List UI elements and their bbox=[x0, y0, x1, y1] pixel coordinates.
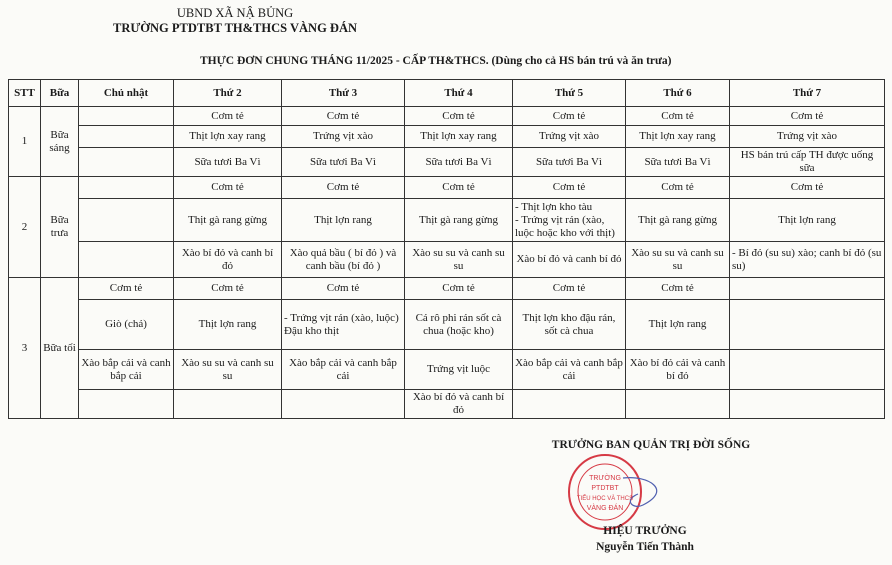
menu-cell: Sữa tươi Ba Vì bbox=[513, 148, 626, 177]
stamp-line-2: PTDTBT bbox=[591, 485, 619, 492]
column-header: Bữa bbox=[41, 80, 79, 107]
stt-cell: 2 bbox=[9, 177, 41, 278]
meal-cell: Bữa tối bbox=[41, 278, 79, 419]
menu-cell bbox=[79, 199, 174, 242]
menu-cell: Thịt lợn kho đậu rán, sốt cà chua bbox=[513, 300, 626, 350]
signature-role: HIỆU TRƯỞNG bbox=[603, 525, 687, 537]
document-title: THỰC ĐƠN CHUNG THÁNG 11/2025 - CẤP TH&THCS. (Dùng cho cả HS bán trú và ăn trưa) bbox=[200, 55, 672, 67]
menu-cell: Xào bí đỏ và canh bí đỏ bbox=[174, 242, 282, 278]
menu-cell: Giò (chả) bbox=[79, 300, 174, 350]
table-row bbox=[9, 177, 885, 199]
menu-cell: Cơm tẻ bbox=[626, 278, 730, 300]
document-header bbox=[0, 6, 470, 36]
menu-cell: Sữa tươi Ba Vì bbox=[174, 148, 282, 177]
menu-cell bbox=[730, 278, 885, 300]
menu-cell bbox=[513, 390, 626, 419]
column-header: Thứ 5 bbox=[513, 80, 626, 107]
stamp-line-3: TIỂU HỌC VÀ THCS bbox=[576, 496, 634, 502]
menu-cell: Sữa tươi Ba Vì bbox=[282, 148, 405, 177]
authority-name: UBND XÃ NẬ BỦNG bbox=[176, 6, 294, 20]
menu-cell: Sữa tươi Ba Vì bbox=[405, 148, 513, 177]
menu-cell bbox=[174, 390, 282, 419]
menu-cell: Xào bí đỏ và canh bí đỏ bbox=[513, 242, 626, 278]
column-header: STT bbox=[9, 80, 41, 107]
table-row bbox=[9, 278, 885, 300]
menu-cell: Xào bắp cải và canh bắp cải bbox=[79, 350, 174, 390]
table-row bbox=[9, 242, 885, 278]
menu-cell bbox=[79, 126, 174, 148]
stt-cell: 1 bbox=[9, 107, 41, 177]
table-row bbox=[9, 148, 885, 177]
menu-cell: Xào su su và canh su su bbox=[174, 350, 282, 390]
menu-cell: - Trứng vịt rán (xào, luộc) Đậu kho thịt bbox=[282, 300, 405, 350]
menu-cell: Trứng vịt xào bbox=[730, 126, 885, 148]
menu-cell: Cơm tẻ bbox=[405, 107, 513, 126]
menu-cell: Cơm tẻ bbox=[174, 177, 282, 199]
menu-cell: Thịt gà rang gừng bbox=[626, 199, 730, 242]
menu-cell: Sữa tươi Ba Vì bbox=[626, 148, 730, 177]
menu-cell bbox=[79, 148, 174, 177]
menu-cell: Thịt lợn rang bbox=[282, 199, 405, 242]
menu-cell: Xào bí đỏ cải và canh bí đỏ bbox=[626, 350, 730, 390]
menu-cell: Cơm tẻ bbox=[626, 177, 730, 199]
menu-cell: Cơm tẻ bbox=[626, 107, 730, 126]
menu-cell: Cơm tẻ bbox=[513, 177, 626, 199]
column-header: Thứ 6 bbox=[626, 80, 730, 107]
menu-cell bbox=[79, 242, 174, 278]
table-row bbox=[9, 199, 885, 242]
header-row bbox=[9, 80, 885, 107]
menu-cell: Trứng vịt luộc bbox=[405, 350, 513, 390]
meal-cell: Bữa sáng bbox=[41, 107, 79, 177]
menu-cell: Xào bắp cải và canh bắp cải bbox=[513, 350, 626, 390]
column-header: Thứ 7 bbox=[730, 80, 885, 107]
menu-cell bbox=[79, 390, 174, 419]
signature-name: Nguyễn Tiến Thành bbox=[596, 541, 694, 553]
menu-cell: Thịt lợn rang bbox=[174, 300, 282, 350]
stamp-line-4: VÀNG ĐÁN bbox=[586, 505, 624, 512]
menu-cell: Thịt gà rang gừng bbox=[174, 199, 282, 242]
menu-cell: Cơm tẻ bbox=[730, 177, 885, 199]
menu-cell bbox=[626, 390, 730, 419]
column-header: Thứ 2 bbox=[174, 80, 282, 107]
menu-cell: Cơm tẻ bbox=[282, 177, 405, 199]
menu-cell: Cơm tẻ bbox=[282, 278, 405, 300]
menu-cell bbox=[282, 390, 405, 419]
school-name: TRƯỜNG PTDTBT TH&THCS VÀNG ĐÁN bbox=[112, 21, 358, 35]
table-row bbox=[9, 390, 885, 419]
menu-cell: - Bí đỏ (su su) xào; canh bí đỏ (su su) bbox=[730, 242, 885, 278]
table-row bbox=[9, 350, 885, 390]
menu-cell: Cơm tẻ bbox=[174, 107, 282, 126]
menu-table bbox=[8, 79, 885, 419]
menu-cell: Thịt gà rang gừng bbox=[405, 199, 513, 242]
menu-cell: Thịt lợn rang bbox=[730, 199, 885, 242]
menu-cell: Xào su su và canh su su bbox=[405, 242, 513, 278]
menu-cell bbox=[730, 300, 885, 350]
menu-cell: Cơm tẻ bbox=[730, 107, 885, 126]
menu-cell: Trứng vịt xào bbox=[282, 126, 405, 148]
table-row bbox=[9, 126, 885, 148]
menu-cell: Xào su su và canh su su bbox=[626, 242, 730, 278]
menu-cell: Xào quả bầu ( bí đỏ ) và canh bầu (bí đỏ ) bbox=[282, 242, 405, 278]
menu-cell bbox=[79, 177, 174, 199]
meal-cell: Bữa trưa bbox=[41, 177, 79, 278]
menu-cell: Cơm tẻ bbox=[513, 278, 626, 300]
column-header: Thứ 3 bbox=[282, 80, 405, 107]
menu-cell: - Thịt lợn kho tàu - Trứng vịt rán (xào, luộc hoặc kho với thịt) bbox=[513, 199, 626, 242]
menu-cell: Cơm tẻ bbox=[405, 278, 513, 300]
menu-cell: Xào bắp cải và canh bắp cải bbox=[282, 350, 405, 390]
menu-cell: Thịt lợn xay rang bbox=[626, 126, 730, 148]
school-stamp bbox=[563, 450, 675, 530]
menu-cell: Cơm tẻ bbox=[79, 278, 174, 300]
menu-cell: HS bán trú cấp TH được uống sữa bbox=[730, 148, 885, 177]
menu-cell bbox=[79, 107, 174, 126]
menu-cell: Cá rô phi rán sốt cà chua (hoặc kho) bbox=[405, 300, 513, 350]
menu-cell: Cơm tẻ bbox=[405, 177, 513, 199]
menu-cell: Thịt lợn xay rang bbox=[174, 126, 282, 148]
menu-cell: Trứng vịt xào bbox=[513, 126, 626, 148]
stt-cell: 3 bbox=[9, 278, 41, 419]
menu-cell: Thịt lợn xay rang bbox=[405, 126, 513, 148]
menu-cell: Thịt lợn rang bbox=[626, 300, 730, 350]
column-header: Thứ 4 bbox=[405, 80, 513, 107]
menu-cell bbox=[730, 390, 885, 419]
menu-cell bbox=[730, 350, 885, 390]
menu-cell: Xào bí đỏ và canh bí đỏ bbox=[405, 390, 513, 419]
menu-body bbox=[9, 107, 885, 419]
menu-cell: Cơm tẻ bbox=[174, 278, 282, 300]
signature-org: TRƯỞNG BAN QUẢN TRỊ ĐỜI SỐNG bbox=[551, 439, 751, 451]
table-row bbox=[9, 107, 885, 126]
column-header: Chủ nhật bbox=[79, 80, 174, 107]
table-row bbox=[9, 300, 885, 350]
menu-cell: Cơm tẻ bbox=[513, 107, 626, 126]
menu-cell: Cơm tẻ bbox=[282, 107, 405, 126]
stamp-line-1: TRƯỜNG bbox=[589, 475, 621, 482]
